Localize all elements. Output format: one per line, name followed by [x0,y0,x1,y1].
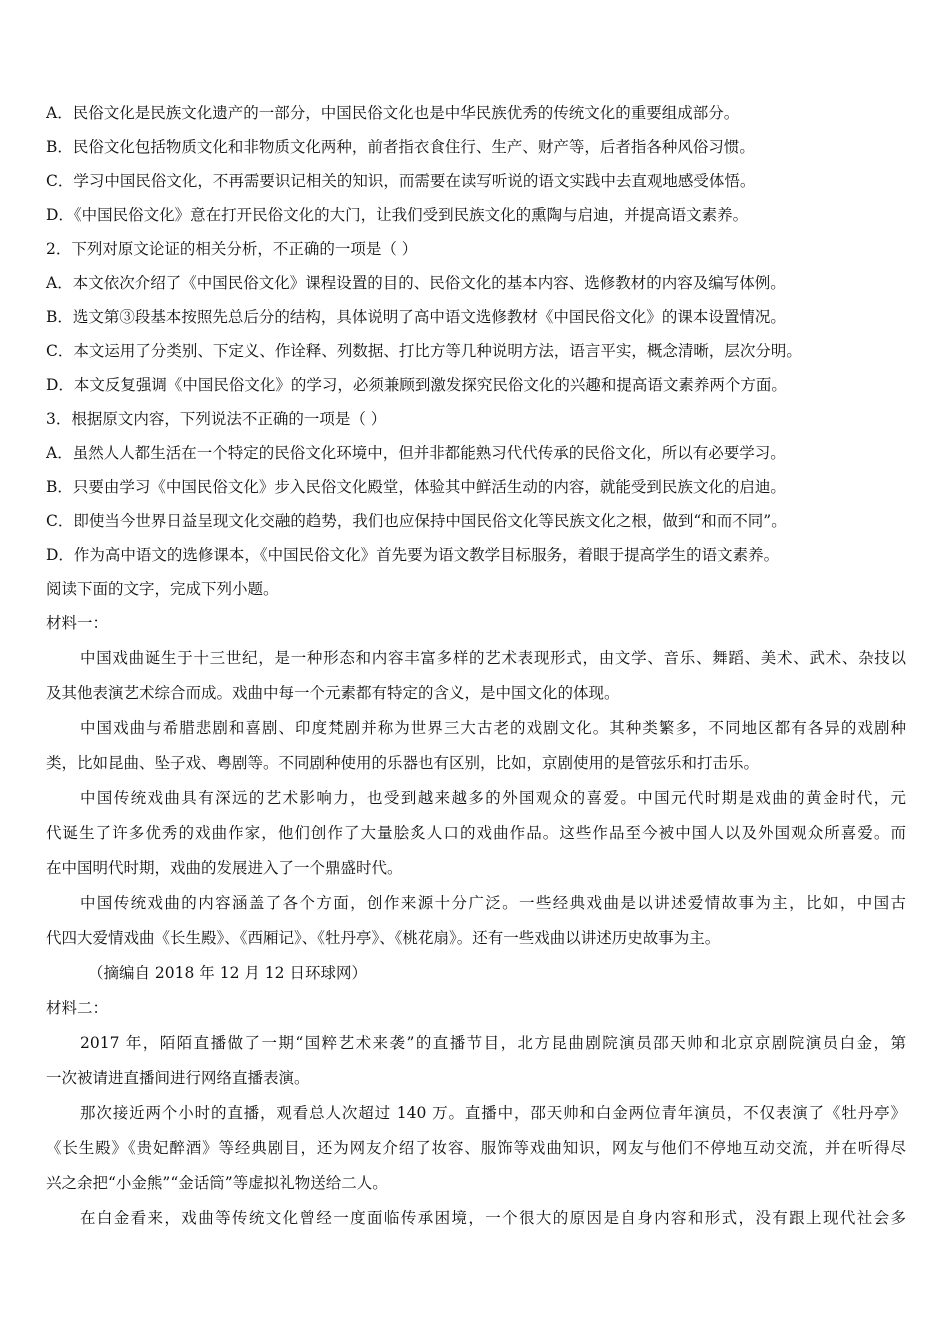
q2-option-d: D．本文反复强调《中国民俗文化》的学习，必须兼顾到激发探究民俗文化的兴趣和提高语文素养两个方面。 [46,376,787,394]
material-1-line: 在中国明代时期，戏曲的发展进入了一个鼎盛时代。 [46,859,403,877]
q3-option-d: D．作为高中语文的选修课本，《中国民俗文化》首先要为语文教学目标服务，着眼于提高学生的语文素养。 [46,546,780,564]
material-1-label: 材料一： [46,614,109,632]
material-1-line: 代四大爱情戏曲《长生殿》、《西厢记》、《牡丹亭》、《桃花扇》。还有一些戏曲以讲述历史故事为主。 [46,929,721,947]
material-2-line: 2017 年，陌陌直播做了一期“国粹艺术来袭”的直播节目，北方昆曲剧院演员邵天帅和北京京剧院演员白金，第 [80,1034,906,1052]
q1-option-a: A．民俗文化是民族文化遗产的一部分，中国民俗文化也是中华民族优秀的传统文化的重要组成部分。 [46,104,740,122]
material-2-line: 一次被请进直播间进行网络直播表演。 [46,1069,310,1087]
q2-stem: 2．下列对原文论证的相关分析，不正确的一项是（ ） [46,240,418,258]
material-2-line: 兴之余把“小金熊”“金话筒”等虚拟礼物送给二人。 [46,1174,388,1192]
material-1-line: 中国传统戏曲具有深远的艺术影响力，也受到越来越多的外国观众的喜爱。中国元代时期是戏曲的黄金时代，元 [80,789,906,807]
q3-option-a: A．虽然人人都生活在一个特定的民俗文化环境中，但并非都能熟习代代传承的民俗文化，所以有必要学习。 [46,444,786,462]
q3-option-b: B．只要由学习《中国民俗文化》步入民俗文化殿堂，体验其中鲜活生动的内容，就能受到民族文化的启迪。 [46,478,786,496]
material-2-line: 那次接近两个小时的直播，观看总人次超过 140 万。直播中，邵天帅和白金两位青年演员，不仅表演了《牡丹亭》 [80,1104,906,1122]
q1-option-d: D．《中国民俗文化》意在打开民俗文化的大门，让我们受到民族文化的熏陶与启迪，并提高语文素养。 [46,206,749,224]
q2-option-a: A．本文依次介绍了《中国民俗文化》课程设置的目的、民俗文化的基本内容、选修教材的内容及编写体例。 [46,274,786,292]
q1-option-c: C．学习中国民俗文化，不再需要识记相关的知识，而需要在读写听说的语文实践中去直观地感受体悟。 [46,172,756,190]
material-1-line: 代诞生了许多优秀的戏曲作家，他们创作了大量脍炙人口的戏曲作品。这些作品至今被中国人以及外国观众所喜爱。而 [46,824,906,842]
material-2-label: 材料二： [46,999,109,1017]
q3-option-c: C．即使当今世界日益呈现文化交融的趋势，我们也应保持中国民俗文化等民族文化之根，做到“和而不同”。 [46,512,787,530]
material-1-line: 及其他表演艺术综合而成。戏曲中每一个元素都有特定的含义，是中国文化的体现。 [46,684,620,702]
q1-option-b: B．民俗文化包括物质文化和非物质文化两种，前者指衣食住行、生产、财产等，后者指各种风俗习惯。 [46,138,755,156]
reading-instruction: 阅读下面的文字，完成下列小题。 [46,580,279,598]
material-1-line: 类，比如昆曲、坠子戏、粤剧等。不同剧种使用的乐器也有区别，比如，京剧使用的是管弦乐和打击乐。 [46,754,760,772]
q2-option-c: C．本文运用了分类别、下定义、作诠释、列数据、打比方等几种说明方法，语言平实，概念清晰，层次分明。 [46,342,802,360]
material-1-line: 中国戏曲与希腊悲剧和喜剧、印度梵剧并称为世界三大古老的戏剧文化。其种类繁多，不同地区都有各异的戏剧种 [80,719,906,737]
material-1-line: 中国传统戏曲的内容涵盖了各个方面，创作来源十分广泛。一些经典戏曲是以讲述爱情故事为主，比如，中国古 [80,894,906,912]
material-2-line: 在白金看来，戏曲等传统文化曾经一度面临传承困境，一个很大的原因是自身内容和形式，没有跟上现代社会多 [80,1209,906,1227]
q3-stem: 3．根据原文内容，下列说法不正确的一项是（ ） [46,410,387,428]
material-1-source: （摘编自 2018 年 12 月 12 日环球网） [88,964,367,982]
material-1-line: 中国戏曲诞生于十三世纪，是一种形态和内容丰富多样的艺术表现形式，由文学、音乐、舞蹈、美术、武术、杂技以 [80,649,906,667]
q2-option-b: B．选文第③段基本按照先总后分的结构，具体说明了高中语文选修教材《中国民俗文化》的课本设置情况。 [46,308,786,326]
material-2-line: 《长生殿》《贵妃醉酒》等经典剧目，还为网友介绍了妆容、服饰等戏曲知识，网友与他们不停地互动交流，并在听得尽 [46,1139,906,1157]
